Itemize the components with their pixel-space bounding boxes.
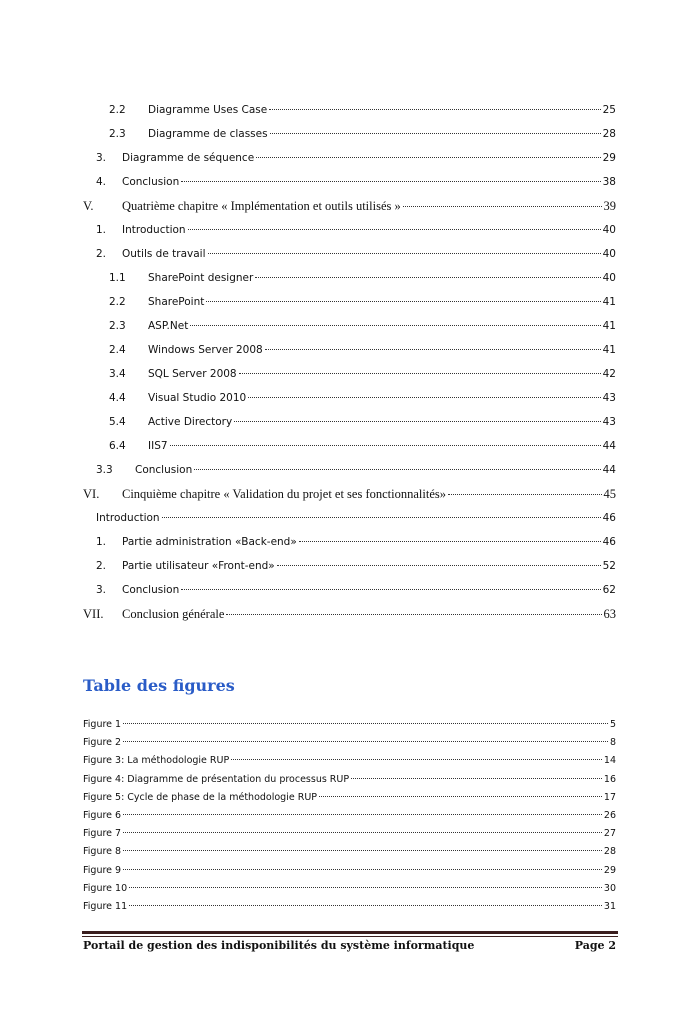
dot-leader bbox=[234, 421, 600, 422]
toc-entry-number: 4.4 bbox=[109, 392, 126, 404]
figure-entry-page: 5 bbox=[609, 719, 616, 730]
toc-entry-title: Diagramme Uses Case bbox=[148, 104, 268, 116]
figure-entry-title: Figure 5: Cycle de phase de la méthodologie RUP bbox=[83, 791, 317, 803]
figure-entry-page: 29 bbox=[603, 864, 616, 876]
dot-leader bbox=[208, 253, 601, 254]
figure-entry[interactable] bbox=[0, 845, 616, 859]
toc-entry-title: ASP.Net bbox=[148, 320, 189, 332]
toc-entry[interactable] bbox=[0, 414, 616, 430]
figure-entry-page: 27 bbox=[603, 828, 616, 840]
dot-leader bbox=[403, 206, 602, 207]
toc-entry-page: 41 bbox=[602, 320, 616, 332]
toc-entry-title: SharePoint bbox=[148, 296, 205, 308]
toc-entry-number: 3. bbox=[96, 152, 107, 164]
figure-entry-body bbox=[83, 882, 616, 896]
toc-entry-page: 45 bbox=[603, 487, 616, 501]
toc-entry-body bbox=[148, 318, 616, 334]
toc-entry[interactable] bbox=[0, 366, 616, 382]
toc-entry[interactable] bbox=[0, 318, 616, 334]
footer-title: Portail de gestion des indisponibilités du système informatique bbox=[83, 939, 475, 952]
toc-entry-body bbox=[122, 534, 616, 550]
toc-entry[interactable] bbox=[0, 174, 616, 190]
toc-entry-number: 3. bbox=[96, 584, 107, 596]
toc-entry-body bbox=[148, 390, 616, 406]
figure-entry-page: 26 bbox=[603, 810, 616, 821]
figure-entry[interactable] bbox=[0, 864, 616, 878]
toc-entry[interactable] bbox=[0, 582, 616, 598]
toc-entry-number: 2.2 bbox=[109, 296, 126, 308]
figure-entry[interactable] bbox=[0, 900, 616, 914]
figure-entry[interactable] bbox=[0, 754, 616, 768]
toc-entry-page: 43 bbox=[602, 392, 616, 404]
figure-entry-page: 31 bbox=[603, 901, 616, 912]
toc-entry-body bbox=[148, 270, 616, 286]
figure-entry-title: Figure 8 bbox=[83, 846, 122, 858]
dot-leader bbox=[181, 181, 600, 182]
figure-entry[interactable] bbox=[0, 718, 616, 732]
toc-entry-page: 25 bbox=[602, 104, 616, 116]
figure-entry[interactable] bbox=[0, 809, 616, 823]
toc-entry-body bbox=[122, 198, 616, 214]
dot-leader bbox=[319, 796, 602, 797]
toc-entry[interactable] bbox=[0, 558, 616, 574]
toc-entry-page: 29 bbox=[602, 152, 616, 164]
toc-entry-title: Conclusion bbox=[122, 584, 180, 596]
dot-leader bbox=[170, 445, 601, 446]
toc-entry-title: Windows Server 2008 bbox=[148, 344, 263, 356]
toc-entry-page: 38 bbox=[602, 176, 616, 188]
figure-entry-page: 30 bbox=[603, 882, 616, 894]
toc-entry[interactable] bbox=[0, 222, 616, 238]
dot-leader bbox=[129, 887, 602, 888]
dot-leader bbox=[269, 109, 600, 110]
toc-entry-number: 6.4 bbox=[109, 440, 126, 452]
toc-entry-page: 44 bbox=[602, 440, 616, 452]
dot-leader bbox=[123, 814, 602, 815]
toc-entry-page: 46 bbox=[602, 536, 616, 548]
toc-entry-body bbox=[148, 438, 616, 454]
figure-entry-title: Figure 10 bbox=[83, 882, 128, 894]
toc-entry[interactable] bbox=[0, 294, 616, 310]
figure-entry-title: Figure 9 bbox=[83, 864, 122, 876]
toc-entry-number: 2.4 bbox=[109, 344, 126, 356]
toc-entry-body bbox=[96, 510, 616, 526]
figures-heading: Table des figures bbox=[83, 676, 235, 695]
dot-leader bbox=[277, 565, 601, 566]
footer-rule-thin bbox=[82, 936, 618, 937]
toc-entry-title: Visual Studio 2010 bbox=[148, 392, 247, 404]
toc-entry[interactable] bbox=[0, 390, 616, 406]
figure-entry-body bbox=[83, 845, 616, 859]
footer-rule bbox=[82, 931, 618, 934]
toc-entry[interactable] bbox=[0, 486, 616, 502]
toc-entry[interactable] bbox=[0, 510, 616, 526]
dot-leader bbox=[231, 759, 602, 760]
toc-entry-title: Diagramme de classes bbox=[148, 128, 268, 140]
figure-entry-page: 17 bbox=[603, 791, 616, 803]
toc-entry-page: 40 bbox=[602, 224, 616, 236]
figure-entry-body bbox=[83, 718, 616, 732]
toc-entry-page: 46 bbox=[602, 512, 616, 524]
toc-entry-title: Partie administration «Back-end» bbox=[122, 536, 297, 548]
toc-entry-page: 52 bbox=[602, 560, 616, 572]
toc-entry-title: Partie utilisateur «Front-end» bbox=[122, 560, 275, 572]
dot-leader bbox=[248, 397, 600, 398]
figure-entry-body bbox=[83, 791, 616, 805]
figure-entry-title: Figure 2 bbox=[83, 737, 122, 749]
figure-entry-title: Figure 3: La méthodologie RUP bbox=[83, 755, 230, 767]
toc-entry-title: IIS7 bbox=[148, 440, 168, 452]
toc-entry-page: 62 bbox=[602, 584, 616, 596]
toc-entry-page: 43 bbox=[602, 416, 616, 428]
toc-entry-page: 41 bbox=[602, 344, 616, 356]
toc-entry-body bbox=[122, 558, 616, 574]
dot-leader bbox=[265, 349, 601, 350]
figure-entry[interactable] bbox=[0, 827, 616, 841]
toc-entry-body bbox=[148, 342, 616, 358]
dot-leader bbox=[123, 832, 602, 833]
figure-entry[interactable] bbox=[0, 773, 616, 787]
figure-entry-body bbox=[83, 773, 616, 787]
dot-leader bbox=[351, 778, 602, 779]
toc-entry-page: 42 bbox=[602, 368, 616, 380]
page-footer bbox=[83, 939, 616, 952]
figure-entry-page: 14 bbox=[603, 755, 616, 767]
toc-entry-number: 2.3 bbox=[109, 320, 126, 332]
figure-entry-body bbox=[83, 754, 616, 768]
toc-entry-title: Quatrième chapitre « Implémentation et outils utilisés » bbox=[122, 199, 401, 213]
dot-leader bbox=[123, 869, 602, 870]
dot-leader bbox=[270, 133, 601, 134]
toc-entry-title: Cinquième chapitre « Validation du projet et ses fonctionnalités» bbox=[122, 487, 446, 501]
toc-entry[interactable] bbox=[0, 606, 616, 622]
dot-leader bbox=[448, 494, 602, 495]
toc-entry-number: 3.4 bbox=[109, 368, 126, 380]
toc-entry-title: Outils de travail bbox=[122, 248, 206, 260]
dot-leader bbox=[255, 277, 600, 278]
toc-entry[interactable] bbox=[0, 198, 616, 214]
toc-entry-body bbox=[122, 486, 616, 502]
toc-entry-number: 2.2 bbox=[109, 104, 126, 116]
figure-entry-page: 8 bbox=[609, 737, 616, 749]
dot-leader bbox=[239, 373, 601, 374]
dot-leader bbox=[190, 325, 600, 326]
dot-leader bbox=[206, 301, 600, 302]
toc-entry-number: 1.1 bbox=[109, 272, 126, 284]
figure-entry[interactable] bbox=[0, 736, 616, 750]
figure-entry[interactable] bbox=[0, 882, 616, 896]
toc-entry-page: 40 bbox=[602, 272, 616, 284]
dot-leader bbox=[123, 741, 608, 742]
toc-entry-number: 1. bbox=[96, 224, 107, 236]
toc-entry-title: Diagramme de séquence bbox=[122, 152, 255, 164]
toc-entry[interactable] bbox=[0, 150, 616, 166]
figure-entry-page: 28 bbox=[603, 846, 616, 858]
dot-leader bbox=[129, 905, 602, 906]
figure-entry-title: Figure 7 bbox=[83, 828, 122, 840]
toc-entry-title: Introduction bbox=[122, 224, 186, 236]
dot-leader bbox=[226, 614, 601, 615]
toc-entry-number: 2.3 bbox=[109, 128, 126, 140]
toc-entry[interactable] bbox=[0, 342, 616, 358]
dot-leader bbox=[123, 850, 602, 851]
toc-entry-body bbox=[148, 294, 616, 310]
toc-entry-body bbox=[122, 246, 616, 262]
toc-entry-page: 28 bbox=[602, 128, 616, 140]
figure-entry-body bbox=[83, 900, 616, 914]
dot-leader bbox=[299, 541, 601, 542]
toc-entry-body bbox=[122, 174, 616, 190]
toc-entry-number: V. bbox=[83, 199, 94, 213]
toc-entry[interactable] bbox=[0, 102, 616, 118]
toc-entry-body bbox=[122, 150, 616, 166]
dot-leader bbox=[194, 469, 600, 470]
toc-entry-body bbox=[148, 414, 616, 430]
figure-entry-title: Figure 4: Diagramme de présentation du processus RUP bbox=[83, 773, 350, 785]
toc-entry-body bbox=[122, 582, 616, 598]
toc-entry-body bbox=[122, 606, 616, 622]
toc-entry-number: 2. bbox=[96, 248, 107, 260]
toc-entry[interactable] bbox=[0, 126, 616, 142]
toc-entry-number: VII. bbox=[83, 607, 104, 621]
toc-entry-number: 3.3 bbox=[96, 464, 113, 476]
toc-entry-body bbox=[148, 126, 616, 142]
toc-entry-title: SharePoint designer bbox=[148, 272, 254, 284]
dot-leader bbox=[181, 589, 600, 590]
figure-entry[interactable] bbox=[0, 791, 616, 805]
toc-entry-page: 44 bbox=[602, 464, 616, 476]
toc-entry-body bbox=[148, 366, 616, 382]
toc-entry-title: Conclusion bbox=[135, 464, 193, 476]
figure-entry-title: Figure 6 bbox=[83, 810, 122, 821]
toc-entry-title: Introduction bbox=[96, 512, 160, 524]
dot-leader bbox=[188, 229, 601, 230]
toc-entry-title: SQL Server 2008 bbox=[148, 368, 237, 380]
toc-entry-body bbox=[122, 222, 616, 238]
toc-entry[interactable] bbox=[0, 270, 616, 286]
dot-leader bbox=[162, 517, 601, 518]
figure-entry-page: 16 bbox=[603, 773, 616, 785]
figure-entry-body bbox=[83, 736, 616, 750]
toc-entry-title: Conclusion bbox=[122, 176, 180, 188]
toc-entry-page: 41 bbox=[602, 296, 616, 308]
toc-entry-page: 39 bbox=[603, 199, 616, 213]
figure-entry-body bbox=[83, 864, 616, 878]
figure-entry-body bbox=[83, 827, 616, 841]
toc-entry-page: 63 bbox=[603, 607, 616, 621]
toc-entry-number: 1. bbox=[96, 536, 107, 548]
toc-entry[interactable] bbox=[0, 534, 616, 550]
toc-entry-number: 2. bbox=[96, 560, 107, 572]
toc-entry-title: Conclusion générale bbox=[122, 607, 225, 621]
page-number: Page 2 bbox=[574, 939, 616, 952]
toc-entry-title: Active Directory bbox=[148, 416, 233, 428]
toc-entry-body bbox=[135, 462, 616, 478]
toc-entry-body bbox=[148, 102, 616, 118]
figure-entry-title: Figure 11 bbox=[83, 901, 128, 912]
toc-entry-number: VI. bbox=[83, 487, 100, 501]
figure-entry-body bbox=[83, 809, 616, 823]
toc-entry-page: 40 bbox=[602, 248, 616, 260]
dot-leader bbox=[256, 157, 600, 158]
toc-entry[interactable] bbox=[0, 462, 616, 478]
toc-entry[interactable] bbox=[0, 246, 616, 262]
toc-entry-number: 5.4 bbox=[109, 416, 126, 428]
toc-entry-number: 4. bbox=[96, 176, 107, 188]
figure-entry-title: Figure 1 bbox=[83, 719, 122, 730]
toc-entry[interactable] bbox=[0, 438, 616, 454]
dot-leader bbox=[123, 723, 608, 724]
